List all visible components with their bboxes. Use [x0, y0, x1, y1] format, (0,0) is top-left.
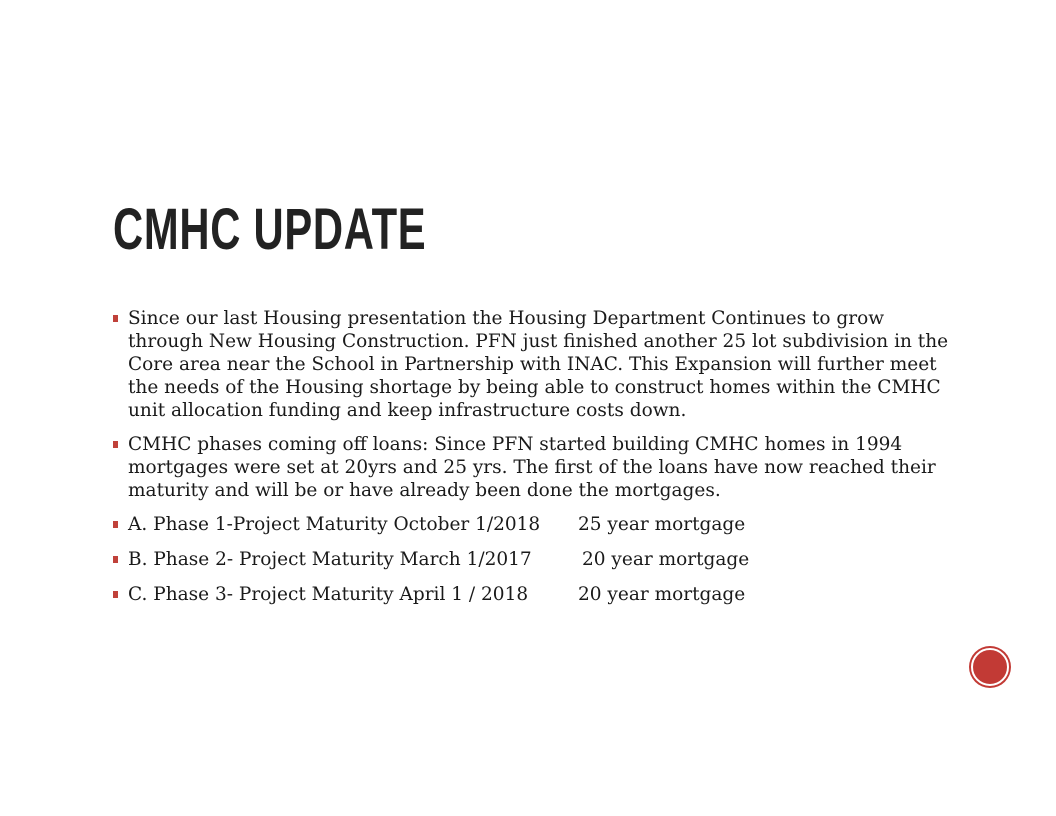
- phase-label: B. Phase 2- Project Maturity March 1/2017: [128, 549, 532, 570]
- slide-number-circle-icon: [971, 648, 1009, 686]
- phase-label: C. Phase 3- Project Maturity April 1 / 2018: [128, 584, 529, 605]
- bullet-item: [113, 433, 953, 502]
- phase-term: 20 year mortgage: [578, 584, 746, 605]
- bullet-text: Since our last Housing presentation the Housing Department Continues to grow through New Housing Construction. PFN just finished another 25 lot subdivision in the Core area near the School in Partnership with INAC. This Expansion will further meet the needs of the Housing shortage by being able to construct homes within the CMHC unit allocation funding and keep infrastructure costs down.: [128, 308, 949, 421]
- bullet-icon: [113, 556, 118, 563]
- phase-term: 25 year mortgage: [578, 514, 746, 535]
- bullet-icon: [113, 315, 118, 322]
- bullet-text: CMHC phases coming off loans: Since PFN started building CMHC homes in 1994 mortgages were set at 20yrs and 25 yrs. The first of the loans have now reached their maturity and will be or have already been done the mortgages.: [128, 434, 936, 501]
- slide-title: CMHC UPDATE: [113, 197, 427, 262]
- bullet-icon: [113, 591, 118, 598]
- phase-item: [113, 548, 953, 571]
- bullet-item: [113, 307, 953, 422]
- bullet-list: [113, 307, 953, 618]
- phase-item: [113, 513, 953, 536]
- phase-item: [113, 583, 953, 606]
- phase-label: A. Phase 1-Project Maturity October 1/2018: [128, 514, 541, 535]
- bullet-icon: [113, 521, 118, 528]
- bullet-icon: [113, 441, 118, 448]
- phase-term: 20 year mortgage: [582, 549, 750, 570]
